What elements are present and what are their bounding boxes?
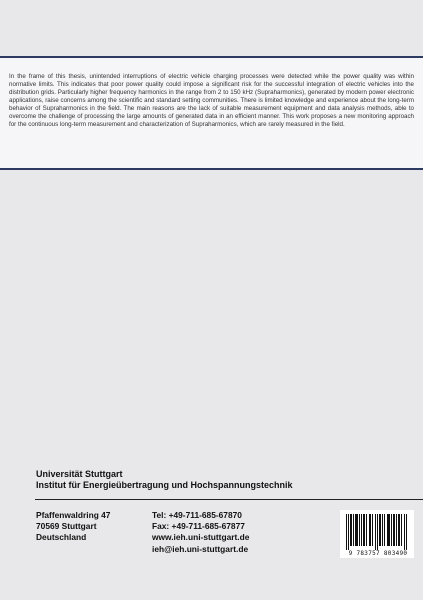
institute-name: Institut für Energieübertragung und Hochspannungstechnik [36,480,293,490]
isbn-barcode [340,510,414,558]
contact-email[interactable]: ieh@ieh.uni-stuttgart.de [152,543,249,554]
contact-web[interactable]: www.ieh.uni-stuttgart.de [152,532,250,543]
barcode-digits: 9 783757 803490 [348,550,408,557]
university-name: Universität Stuttgart [36,469,123,479]
barcode-bars [346,514,408,550]
institution-block [36,469,293,491]
abstract-text: In the frame of this thesis, unintended interruptions of electric vehicle charging processes were detected while the power quality was within normative limits. This indicates that poor power quality could impose a significant risk for the successful integration of electric vehicles into the distribution grids. Particularly higher frequency harmonics in the range from 2 to 150 kHz (Supraharmonics), generated by modern power electronic applications, raise concerns among the scientific and standard setting communities. There is limited knowledge and experience about the long-term behavior of Supraharmonics in the field. The main reasons are the lack of suitable measurement equipment and data analysis methods, able to overcome the challenge of processing the large amounts of generated data in an efficient manner. This work proposes a new monitoring approach for the continuous long-term measurement and characterization of Supraharmonics, which are rarely measured in the field. [9,73,414,128]
contact-tel: Tel: +49-711-685-67870 [152,510,242,520]
contact-block [152,510,249,555]
footer-divider [35,499,423,500]
address-street: Pfaffenwaldring 47 [36,510,111,520]
address-country: Deutschland [36,532,87,543]
abstract-box [0,56,423,170]
address-city: 70569 Stuttgart [36,521,97,532]
address-block [36,510,110,544]
contact-fax: Fax: +49-711-685-67877 [152,521,245,532]
